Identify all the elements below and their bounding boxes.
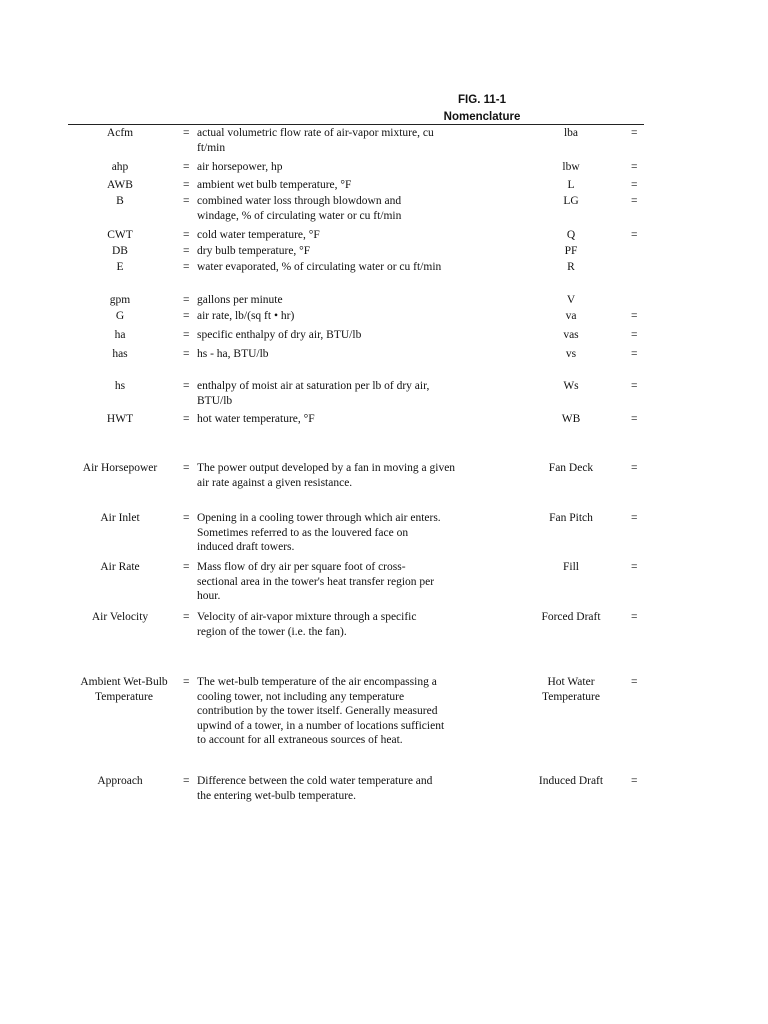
right-entry-term: V (566, 294, 576, 306)
right-entry-term: vas (563, 329, 579, 341)
entry-term: ahp (111, 161, 129, 173)
right-entry-term: WB (561, 413, 581, 425)
entry-term: Ambient Wet-Bulb Temperature (80, 676, 168, 703)
entry-term: Air Inlet (100, 512, 140, 524)
entry-equals: = (183, 413, 190, 425)
entry-definition: Mass flow of dry air per square foot of cross-sectional area in the tower's heat transfer region per hour. (197, 561, 435, 602)
right-entry-term: LG (563, 195, 579, 207)
entry-equals: = (183, 195, 190, 207)
right-entry-term: PF (564, 245, 578, 257)
entry-equals: = (183, 261, 190, 273)
entry-equals: = (183, 348, 190, 360)
right-entry-term: Fan Deck (548, 462, 594, 474)
entry-equals: = (183, 127, 190, 139)
entry-term: E (116, 261, 124, 273)
entry-equals: = (183, 561, 190, 573)
entry-term: DB (112, 245, 128, 257)
right-entry-term: va (565, 310, 577, 322)
entry-equals: = (183, 294, 190, 306)
entry-term: G (115, 310, 125, 322)
right-entry-equals: = (631, 561, 638, 573)
entry-equals: = (183, 380, 190, 392)
right-entry-term: Q (566, 229, 576, 241)
entry-definition: Difference between the cold water temperature and the entering wet-bulb temperature. (197, 775, 433, 802)
entry-term: Air Velocity (91, 611, 149, 623)
right-entry-term: Ws (563, 380, 579, 392)
entry-equals: = (183, 611, 190, 623)
right-entry-equals: = (631, 161, 638, 173)
right-entry-equals: = (631, 348, 638, 360)
right-entry-term: lba (563, 127, 579, 139)
header-rule (68, 124, 644, 125)
entry-equals: = (183, 676, 190, 688)
entry-definition: air horsepower, hp (197, 161, 283, 173)
entry-definition: hs - ha, BTU/lb (197, 348, 269, 360)
entry-equals: = (183, 229, 190, 241)
entry-term: CWT (107, 229, 133, 241)
right-entry-term: Induced Draft (538, 775, 604, 787)
entry-equals: = (183, 775, 190, 787)
right-entry-equals: = (631, 775, 638, 787)
figure-number: FIG. 11-1 (458, 94, 506, 106)
entry-term: Air Rate (100, 561, 140, 573)
entry-term: Approach (97, 775, 143, 787)
entry-definition: air rate, lb/(sq ft • hr) (197, 310, 295, 322)
entry-definition: gallons per minute (197, 294, 283, 306)
entry-definition: Opening in a cooling tower through which air enters. Sometimes referred to as the louvered face on induced draft towers. (197, 512, 441, 553)
right-entry-equals: = (631, 380, 638, 392)
right-entry-equals: = (631, 512, 638, 524)
entry-definition: enthalpy of moist air at saturation per lb of dry air, BTU/lb (197, 380, 430, 407)
right-entry-equals: = (631, 462, 638, 474)
right-entry-term: vs (565, 348, 577, 360)
entry-term: hs (114, 380, 126, 392)
entry-term: HWT (106, 413, 134, 425)
right-entry-equals: = (631, 413, 638, 425)
entry-definition: hot water temperature, °F (197, 413, 315, 425)
figure-title: Nomenclature (443, 111, 521, 123)
entry-definition: combined water loss through blowdown and windage, % of circulating water or cu ft/min (197, 195, 402, 222)
entry-definition: actual volumetric flow rate of air-vapor mixture, cu ft/min (197, 127, 434, 154)
right-entry-equals: = (631, 127, 638, 139)
right-entry-term: L (567, 179, 575, 191)
right-entry-equals: = (631, 195, 638, 207)
right-entry-term: R (567, 261, 575, 273)
right-entry-term: Fan Pitch (549, 512, 593, 524)
entry-definition: dry bulb temperature, °F (197, 245, 311, 257)
entry-definition: The wet-bulb temperature of the air encompassing a cooling tower, not including any temperature contribution by the tower itself. Generally measured upwind of a tower, in a number of locations sufficient to account for all extraneous sources of heat. (197, 676, 445, 746)
entry-definition: cold water temperature, °F (197, 229, 320, 241)
entry-term: Air Horsepower (82, 462, 158, 474)
entry-equals: = (183, 161, 190, 173)
right-entry-equals: = (631, 179, 638, 191)
entry-equals: = (183, 179, 190, 191)
entry-definition: The power output developed by a fan in moving a given air rate against a given resistance. (197, 462, 456, 489)
entry-equals: = (183, 462, 190, 474)
entry-definition: ambient wet bulb temperature, °F (197, 179, 352, 191)
entry-term: Acfm (106, 127, 134, 139)
entry-equals: = (183, 329, 190, 341)
entry-equals: = (183, 310, 190, 322)
right-entry-equals: = (631, 310, 638, 322)
right-entry-term: lbw (562, 161, 580, 173)
right-entry-equals: = (631, 611, 638, 623)
entry-term: B (116, 195, 124, 207)
right-entry-equals: = (631, 676, 638, 688)
entry-definition: specific enthalpy of dry air, BTU/lb (197, 329, 362, 341)
right-entry-equals: = (631, 229, 638, 241)
entry-term: AWB (107, 179, 133, 191)
right-entry-term: Forced Draft (541, 611, 601, 623)
right-entry-term: Fill (563, 561, 579, 573)
entry-definition: water evaporated, % of circulating water or cu ft/min (197, 261, 442, 273)
entry-term: has (112, 348, 128, 360)
entry-equals: = (183, 512, 190, 524)
right-entry-term: Hot Water Temperature (542, 676, 600, 703)
right-entry-equals: = (631, 329, 638, 341)
entry-definition: Velocity of air-vapor mixture through a specific region of the tower (i.e. the fan). (197, 611, 417, 638)
entry-term: gpm (109, 294, 131, 306)
entry-equals: = (183, 245, 190, 257)
entry-term: ha (114, 329, 126, 341)
